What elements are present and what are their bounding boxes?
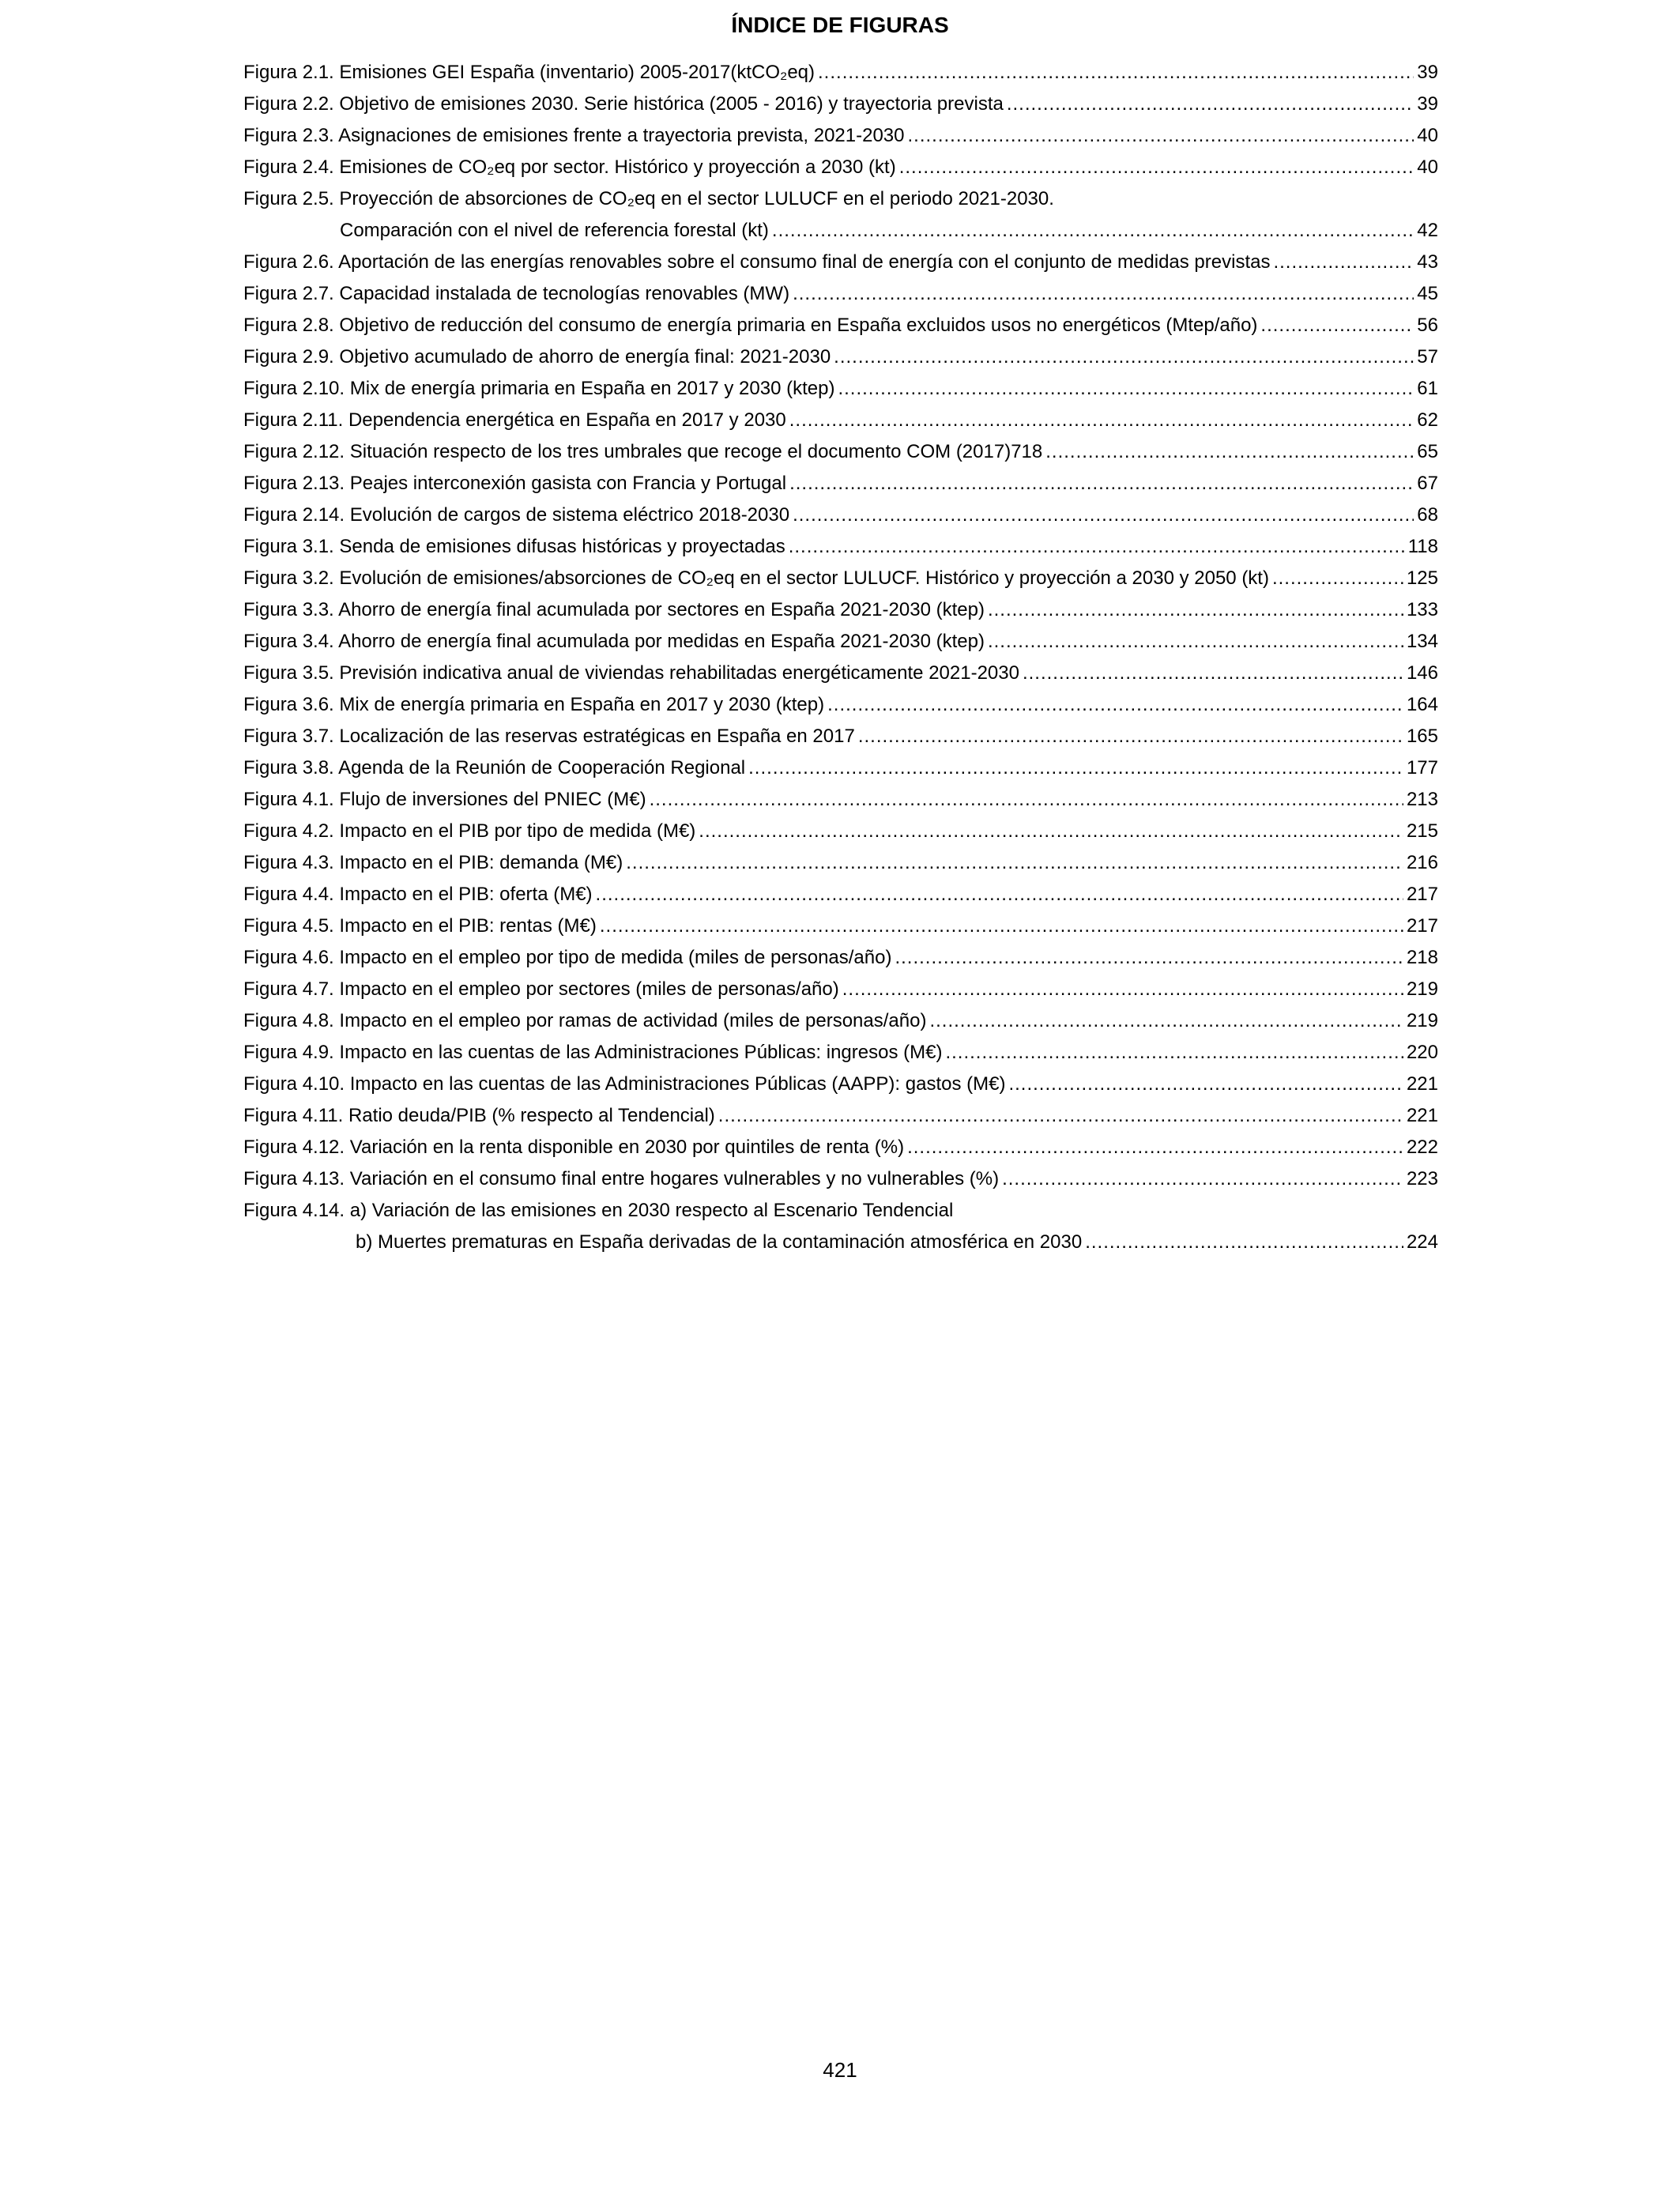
entry-title [243,499,789,531]
toc-entry[interactable] [243,373,1438,405]
leader-dots [793,278,1414,310]
entry-text: a) Variación de las emisiones en 2030 respecto al Escenario Tendencial [349,1200,954,1221]
entry-text: Impacto en el empleo por ramas de actividad (miles de personas/año) [339,1010,927,1031]
entry-page-number: 219 [1406,978,1438,1000]
entry-text: Impacto en el PIB: rentas (M€) [339,915,597,937]
leader-dots [1272,563,1403,594]
entry-page-number: 57 [1417,346,1438,368]
entry-label: Figura 2.7. [243,283,334,304]
entry-text: Flujo de inversiones del PNIEC (M€) [339,789,646,810]
entry-page-number: 222 [1406,1137,1438,1158]
entry-label: Figura 4.11. [243,1105,344,1126]
toc-entry[interactable] [243,1163,1438,1195]
leader-dots [842,974,1403,1005]
leader-dots [699,816,1403,847]
leader-dots [1007,89,1414,120]
leader-dots [1045,436,1414,468]
entry-title [243,468,786,499]
entry-text: Ahorro de energía final acumulada por sectores en España 2021-2030 (ktep) [338,599,985,620]
entry-text: Variación en el consumo final entre hogares vulnerables y no vulnerables (%) [349,1168,1000,1189]
entry-text: Previsión indicativa anual de viviendas rehabilitadas energéticamente 2021-2030 [339,662,1019,684]
leader-dots [1008,1069,1403,1100]
entry-page-number: 213 [1406,789,1438,810]
entry-text: Emisiones GEI España (inventario) 2005-2017(ktCO₂eq) [339,62,816,83]
entry-page-number: 146 [1406,662,1438,684]
entry-title [243,310,1257,341]
entry-label: Figura 2.10. [243,378,345,399]
toc-entry[interactable] [243,942,1438,974]
entry-label: Figura 2.4. [243,156,334,178]
entry-text: Evolución de emisiones/absorciones de CO₂eq en el sector LULUCF. Histórico y proyección a 2030 y 2050 (kt) [339,567,1269,589]
toc-entry[interactable] [243,247,1438,278]
entry-page-number: 45 [1417,283,1438,304]
entry-title [243,910,597,942]
toc-entry[interactable] [243,468,1438,499]
entry-page-number: 39 [1417,93,1438,115]
leader-dots [818,57,1414,89]
entry-page-number: 43 [1417,251,1438,273]
entry-title [243,1005,926,1037]
entry-label: Figura 2.3. [243,125,334,146]
toc-entry[interactable] [243,721,1438,752]
entry-label: Figura 2.12. [243,441,345,462]
entry-title [243,152,896,183]
entry-title [243,847,623,879]
entry-text: Objetivo de reducción del consumo de energía primaria en España excluidos usos no energéticos (Mtep/año) [339,315,1258,336]
entry-label: Figura 3.2. [243,567,334,589]
entry-page-number: 224 [1406,1231,1438,1253]
toc-entry[interactable] [243,57,1438,89]
toc-entry[interactable] [243,89,1438,120]
entry-page-number: 125 [1406,567,1438,589]
toc-entry[interactable] [243,910,1438,942]
entry-page-number: 39 [1417,62,1438,83]
entry-text: Mix de energía primaria en España en 2017 y 2030 (ktep) [339,694,825,715]
toc-entry[interactable] [243,563,1438,594]
entry-page-number: 42 [1417,220,1438,241]
entry-text: Proyección de absorciones de CO₂eq en el sector LULUCF en el periodo 2021-2030. [339,188,1054,209]
entry-text: Impacto en el PIB: demanda (M€) [339,852,623,873]
entry-text: Situación respecto de los tres umbrales que recoge el documento COM (2017)718 [349,441,1043,462]
entry-title [243,405,786,436]
entry-text: Peajes interconexión gasista con Francia y Portugal [349,473,787,494]
entry-text: Dependencia energética en España en 2017 y 2030 [348,409,786,431]
entry-page-number: 62 [1417,409,1438,431]
toc-entry[interactable] [243,689,1438,721]
entry-title [243,1195,953,1227]
leader-dots [899,152,1414,183]
entry-title [243,1163,999,1195]
entry-title [243,278,789,310]
toc-entry[interactable] [243,531,1438,563]
leader-dots [858,721,1403,752]
entry-title [243,689,824,721]
entry-title [243,626,985,658]
entry-text: Localización de las reservas estratégicas en España en 2017 [339,726,855,747]
entry-label: Figura 4.5. [243,915,334,937]
entry-page-number: 218 [1406,947,1438,968]
leader-dots [1260,310,1414,341]
entry-page-number: 65 [1417,441,1438,462]
entry-label: Figura 3.8. [243,757,334,778]
leader-dots [834,341,1414,373]
entry-page-number: 215 [1406,820,1438,842]
entry-continuation-text: b) Muertes prematuras en España derivadas de la contaminación atmosférica en 2030 [356,1231,1083,1253]
entry-label: Figura 2.6. [243,251,334,273]
entry-title [243,594,985,626]
leader-dots [1085,1227,1403,1258]
leader-dots [945,1037,1403,1069]
entry-label: Figura 3.1. [243,536,334,557]
toc-entry[interactable] [243,1100,1438,1132]
toc-entry[interactable] [243,436,1438,468]
toc-entry[interactable] [243,499,1438,531]
entry-label: Figura 4.9. [243,1042,334,1063]
toc-entry[interactable] [243,784,1438,816]
entry-title [243,942,891,974]
entry-page-number: 40 [1417,125,1438,146]
entry-page-number: 61 [1417,378,1438,399]
entry-text: Emisiones de CO₂eq por sector. Histórico y proyección a 2030 (kt) [339,156,896,178]
entry-title [243,341,831,373]
entry-page-number: 68 [1417,504,1438,526]
entry-title [243,436,1042,468]
leader-dots [1002,1163,1403,1195]
entry-label: Figura 4.1. [243,789,334,810]
entry-text: Objetivo de emisiones 2030. Serie histórica (2005 - 2016) y trayectoria prevista [339,93,1004,115]
toc-entry[interactable] [243,816,1438,847]
entry-title [243,89,1004,120]
entry-page-number: 165 [1406,726,1438,747]
entry-label: Figura 4.13. [243,1168,345,1189]
entry-page-number: 219 [1406,1010,1438,1031]
toc-entry[interactable] [243,626,1438,658]
entry-title [243,183,1054,215]
entry-label: Figura 2.11. [243,409,344,431]
toc-entry[interactable] [243,879,1438,910]
toc-entry[interactable] [243,405,1438,436]
entry-page-number: 217 [1406,915,1438,937]
toc-entry[interactable] [243,278,1438,310]
toc-entry[interactable] [243,1069,1438,1100]
entry-title [243,247,1270,278]
entry-page-number: 164 [1406,694,1438,715]
entry-page-number: 220 [1406,1042,1438,1063]
entry-page-number: 118 [1407,536,1438,557]
entry-label: Figura 2.13. [243,473,345,494]
page-title: ÍNDICE DE FIGURAS [731,13,949,37]
leader-dots [718,1100,1403,1132]
leader-dots [793,499,1414,531]
entry-text: Agenda de la Reunión de Cooperación Regional [338,757,746,778]
entry-title [243,120,905,152]
entry-label: Figura 2.2. [243,93,334,115]
entry-title [243,1069,1005,1100]
leader-dots [650,784,1403,816]
leader-dots [988,626,1403,658]
toc-entry[interactable] [243,183,1438,215]
entry-label: Figura 4.7. [243,978,334,1000]
entry-title [243,1132,904,1163]
entry-text: Impacto en las cuentas de las Administraciones Públicas (AAPP): gastos (M€) [349,1073,1006,1095]
leader-dots [908,120,1414,152]
entry-title [243,563,1269,594]
leader-dots [789,468,1414,499]
toc-entry[interactable] [243,120,1438,152]
entry-page-number: 221 [1406,1105,1438,1126]
entry-label: Figura 4.8. [243,1010,334,1031]
entry-label: Figura 4.4. [243,884,334,905]
entry-text: Impacto en el empleo por sectores (miles de personas/año) [339,978,839,1000]
entry-page-number: 221 [1406,1073,1438,1095]
entry-page-number: 177 [1406,757,1438,778]
entry-text: Mix de energía primaria en España en 2017 y 2030 (ktep) [349,378,835,399]
toc-entry[interactable] [243,1005,1438,1037]
toc-entry-continuation[interactable] [243,1227,1438,1258]
entry-title [243,1100,715,1132]
entry-text: Objetivo acumulado de ahorro de energía final: 2021-2030 [339,346,831,368]
entry-text: Impacto en el PIB: oferta (M€) [339,884,593,905]
entry-title [243,752,745,784]
entry-label: Figura 4.12. [243,1137,345,1158]
entry-text: Variación en la renta disponible en 2030 por quintiles de renta (%) [349,1137,905,1158]
entry-text: Senda de emisiones difusas históricas y proyectadas [339,536,785,557]
toc-entry[interactable] [243,1037,1438,1069]
leader-dots [789,405,1414,436]
entry-text: Impacto en el empleo por tipo de medida (miles de personas/año) [339,947,892,968]
toc-entry[interactable] [243,974,1438,1005]
entry-label: Figura 2.8. [243,315,334,336]
toc-entry[interactable] [243,1132,1438,1163]
leader-dots [827,689,1403,721]
entry-label: Figura 3.7. [243,726,334,747]
leader-dots [626,847,1403,879]
entry-label: Figura 4.10. [243,1073,345,1095]
leader-dots [838,373,1414,405]
entry-page-number: 217 [1406,884,1438,905]
entry-text: Aportación de las energías renovables sobre el consumo final de energía con el conjunto de medidas previstas [338,251,1271,273]
entry-title [243,1037,942,1069]
entry-page-number: 134 [1406,631,1438,652]
toc-entry[interactable] [243,310,1438,341]
leader-dots [772,215,1414,247]
entry-title [243,784,646,816]
entry-text: Capacidad instalada de tecnologías renovables (MW) [339,283,790,304]
entry-label: Figura 4.6. [243,947,334,968]
entry-title [243,658,1019,689]
entry-title [243,974,839,1005]
entry-text: Evolución de cargos de sistema eléctrico 2018-2030 [349,504,790,526]
leader-dots [929,1005,1403,1037]
entry-page-number: 56 [1417,315,1438,336]
leader-dots [988,594,1403,626]
entry-text: Ratio deuda/PIB (% respecto al Tendencial) [348,1105,715,1126]
entry-label: Figura 2.1. [243,62,334,83]
entry-title [243,57,815,89]
toc-entry[interactable] [243,341,1438,373]
leader-dots [596,879,1403,910]
entry-text: Impacto en las cuentas de las Administraciones Públicas: ingresos (M€) [339,1042,943,1063]
leader-dots [748,752,1403,784]
leader-dots [895,942,1403,974]
figure-index-list [243,57,1438,1258]
entry-label: Figura 3.6. [243,694,334,715]
entry-continuation-text: Comparación con el nivel de referencia forestal (kt) [340,220,769,241]
entry-text: Ahorro de energía final acumulada por medidas en España 2021-2030 (ktep) [338,631,985,652]
entry-label: Figura 4.14. [243,1200,345,1221]
entry-title [243,531,785,563]
entry-page-number: 67 [1417,473,1438,494]
entry-page-number: 133 [1406,599,1438,620]
entry-label: Figura 2.5. [243,188,334,209]
entry-page-number: 40 [1417,156,1438,178]
leader-dots [600,910,1403,942]
entry-title [243,816,695,847]
entry-label: Figura 3.4. [243,631,334,652]
entry-text: Asignaciones de emisiones frente a trayectoria prevista, 2021-2030 [338,125,905,146]
entry-title [243,373,834,405]
entry-title [243,879,593,910]
leader-dots [1023,658,1403,689]
entry-text: Impacto en el PIB por tipo de medida (M€) [339,820,696,842]
toc-entry[interactable] [243,847,1438,879]
entry-page-number: 216 [1406,852,1438,873]
toc-entry-continuation[interactable] [243,215,1438,247]
entry-page-number: 223 [1406,1168,1438,1189]
toc-entry[interactable] [243,752,1438,784]
entry-label: Figura 4.2. [243,820,334,842]
entry-label: Figura 2.14. [243,504,345,526]
page-number: 421 [823,2058,857,2082]
toc-entry[interactable] [243,1195,1438,1227]
leader-dots [789,531,1405,563]
entry-label: Figura 2.9. [243,346,334,368]
toc-entry[interactable] [243,594,1438,626]
entry-label: Figura 3.5. [243,662,334,684]
entry-title [243,721,855,752]
toc-entry[interactable] [243,152,1438,183]
entry-label: Figura 4.3. [243,852,334,873]
leader-dots [907,1132,1403,1163]
leader-dots [1273,247,1414,278]
toc-entry[interactable] [243,658,1438,689]
entry-label: Figura 3.3. [243,599,334,620]
